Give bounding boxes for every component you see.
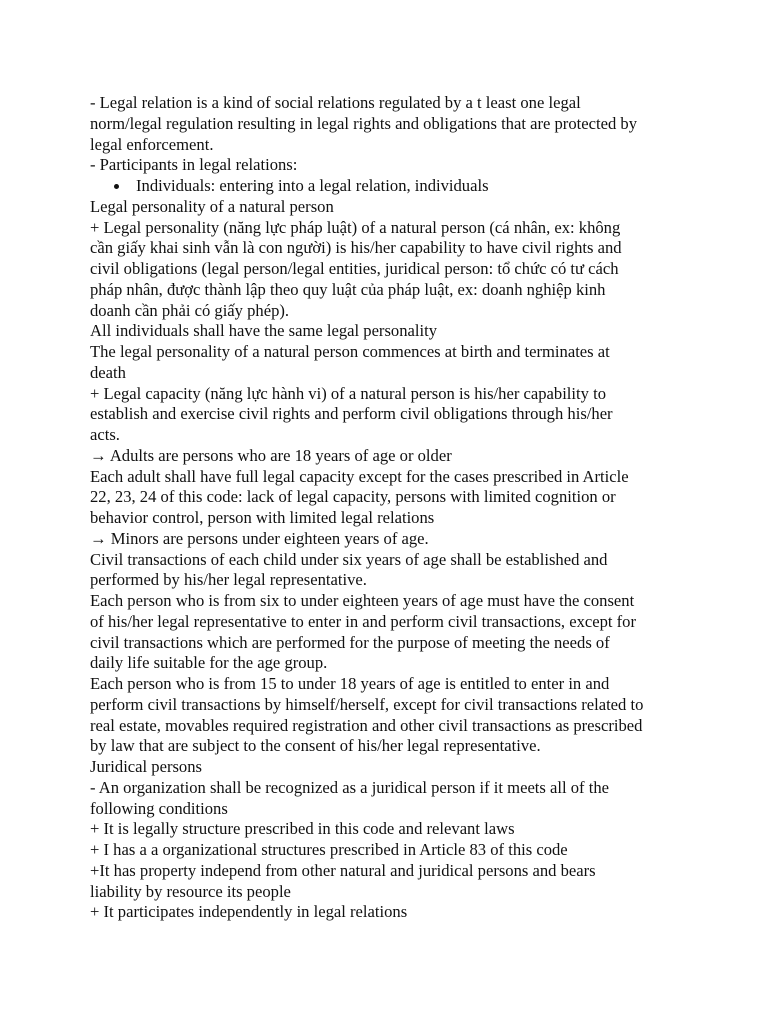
- text-line: perform civil transactions by himself/herself, except for civil transactions related to: [90, 694, 644, 714]
- text-line: by law that are subject to the consent of his/her legal representative.: [90, 736, 541, 756]
- text-line: behavior control, person with limited legal relations: [90, 508, 435, 527]
- text-line: following conditions: [90, 798, 228, 818]
- text-line: establish and exercise civil rights and perform civil obligations through his/her: [90, 404, 613, 424]
- text-line: pháp nhân, được thành lập theo quy luật của pháp luật, ex: doanh nghiệp kinh: [90, 279, 606, 299]
- bullet-text: Individuals: entering into a legal relation, individuals: [136, 176, 489, 195]
- text-line: Each person who is from 15 to under 18 years of age is entitled to enter in and: [90, 674, 610, 693]
- section-heading: Juridical persons: [90, 757, 202, 776]
- text-line: norm/legal regulation resulting in legal rights and obligations that are protected by: [90, 113, 637, 133]
- text-line: civil transactions which are performed for the purpose of meeting the needs of: [90, 632, 610, 652]
- text-line: - Participants in legal relations:: [90, 155, 298, 175]
- text-line: + It participates independently in legal relations: [90, 902, 408, 922]
- text-line: - Legal relation is a kind of social relations regulated by a t least one legal: [90, 93, 581, 112]
- text-line: Each person who is from six to under eighteen years of age must have the consent: [90, 591, 635, 610]
- text-line: + Legal capacity (năng lực hành vi) of a natural person is his/her capability to: [90, 383, 606, 403]
- text-line: cần giấy khai sinh vẫn là con người) is his/her capability to have civil rights and: [90, 238, 622, 258]
- text-line: + Legal personality (năng lực pháp luật) of a natural person (cá nhân, ex: không: [90, 217, 621, 237]
- section-heading: Legal personality of a natural person: [90, 196, 334, 216]
- text-line: legal enforcement.: [90, 134, 214, 154]
- text-line: → Adults are persons who are 18 years of age or older: [90, 445, 452, 465]
- text-line: of his/her legal representative to enter in and perform civil transactions, except for: [90, 611, 636, 631]
- text-line: doanh cần phải có giấy phép).: [90, 300, 290, 320]
- text-line: Each adult shall have full legal capacity except for the cases prescribed in Article: [90, 466, 629, 486]
- text-line: 22, 23, 24 of this code: lack of legal capacity, persons with limited cognition or: [90, 487, 616, 507]
- text-line: The legal personality of a natural person commences at birth and terminates at: [90, 342, 610, 361]
- text-line: performed by his/her legal representative.: [90, 570, 367, 590]
- bullet-icon: [114, 184, 119, 189]
- text-line: liability by resource its people: [90, 881, 291, 901]
- text-line: +It has property independ from other natural and juridical persons and bears: [90, 860, 596, 880]
- text-line: real estate, movables required registration and other civil transactions as prescribed: [90, 715, 643, 735]
- text-line: - An organization shall be recognized as a juridical person if it meets all of the: [90, 777, 609, 797]
- text-line: + It is legally structure prescribed in this code and relevant laws: [90, 819, 515, 839]
- text-line: All individuals shall have the same legal personality: [90, 321, 438, 341]
- bullet-list-item: [90, 176, 728, 197]
- text-line: daily life suitable for the age group.: [90, 653, 328, 673]
- text-line: civil obligations (legal person/legal entities, juridical person: tổ chức có tư cách: [90, 259, 619, 278]
- text-line: death: [90, 362, 126, 382]
- text-line: + I has a a organizational structures prescribed in Article 83 of this code: [90, 840, 568, 859]
- text-line: acts.: [90, 425, 120, 444]
- text-line: Civil transactions of each child under six years of age shall be established and: [90, 549, 608, 569]
- text-line: → Minors are persons under eighteen years of age.: [90, 528, 429, 548]
